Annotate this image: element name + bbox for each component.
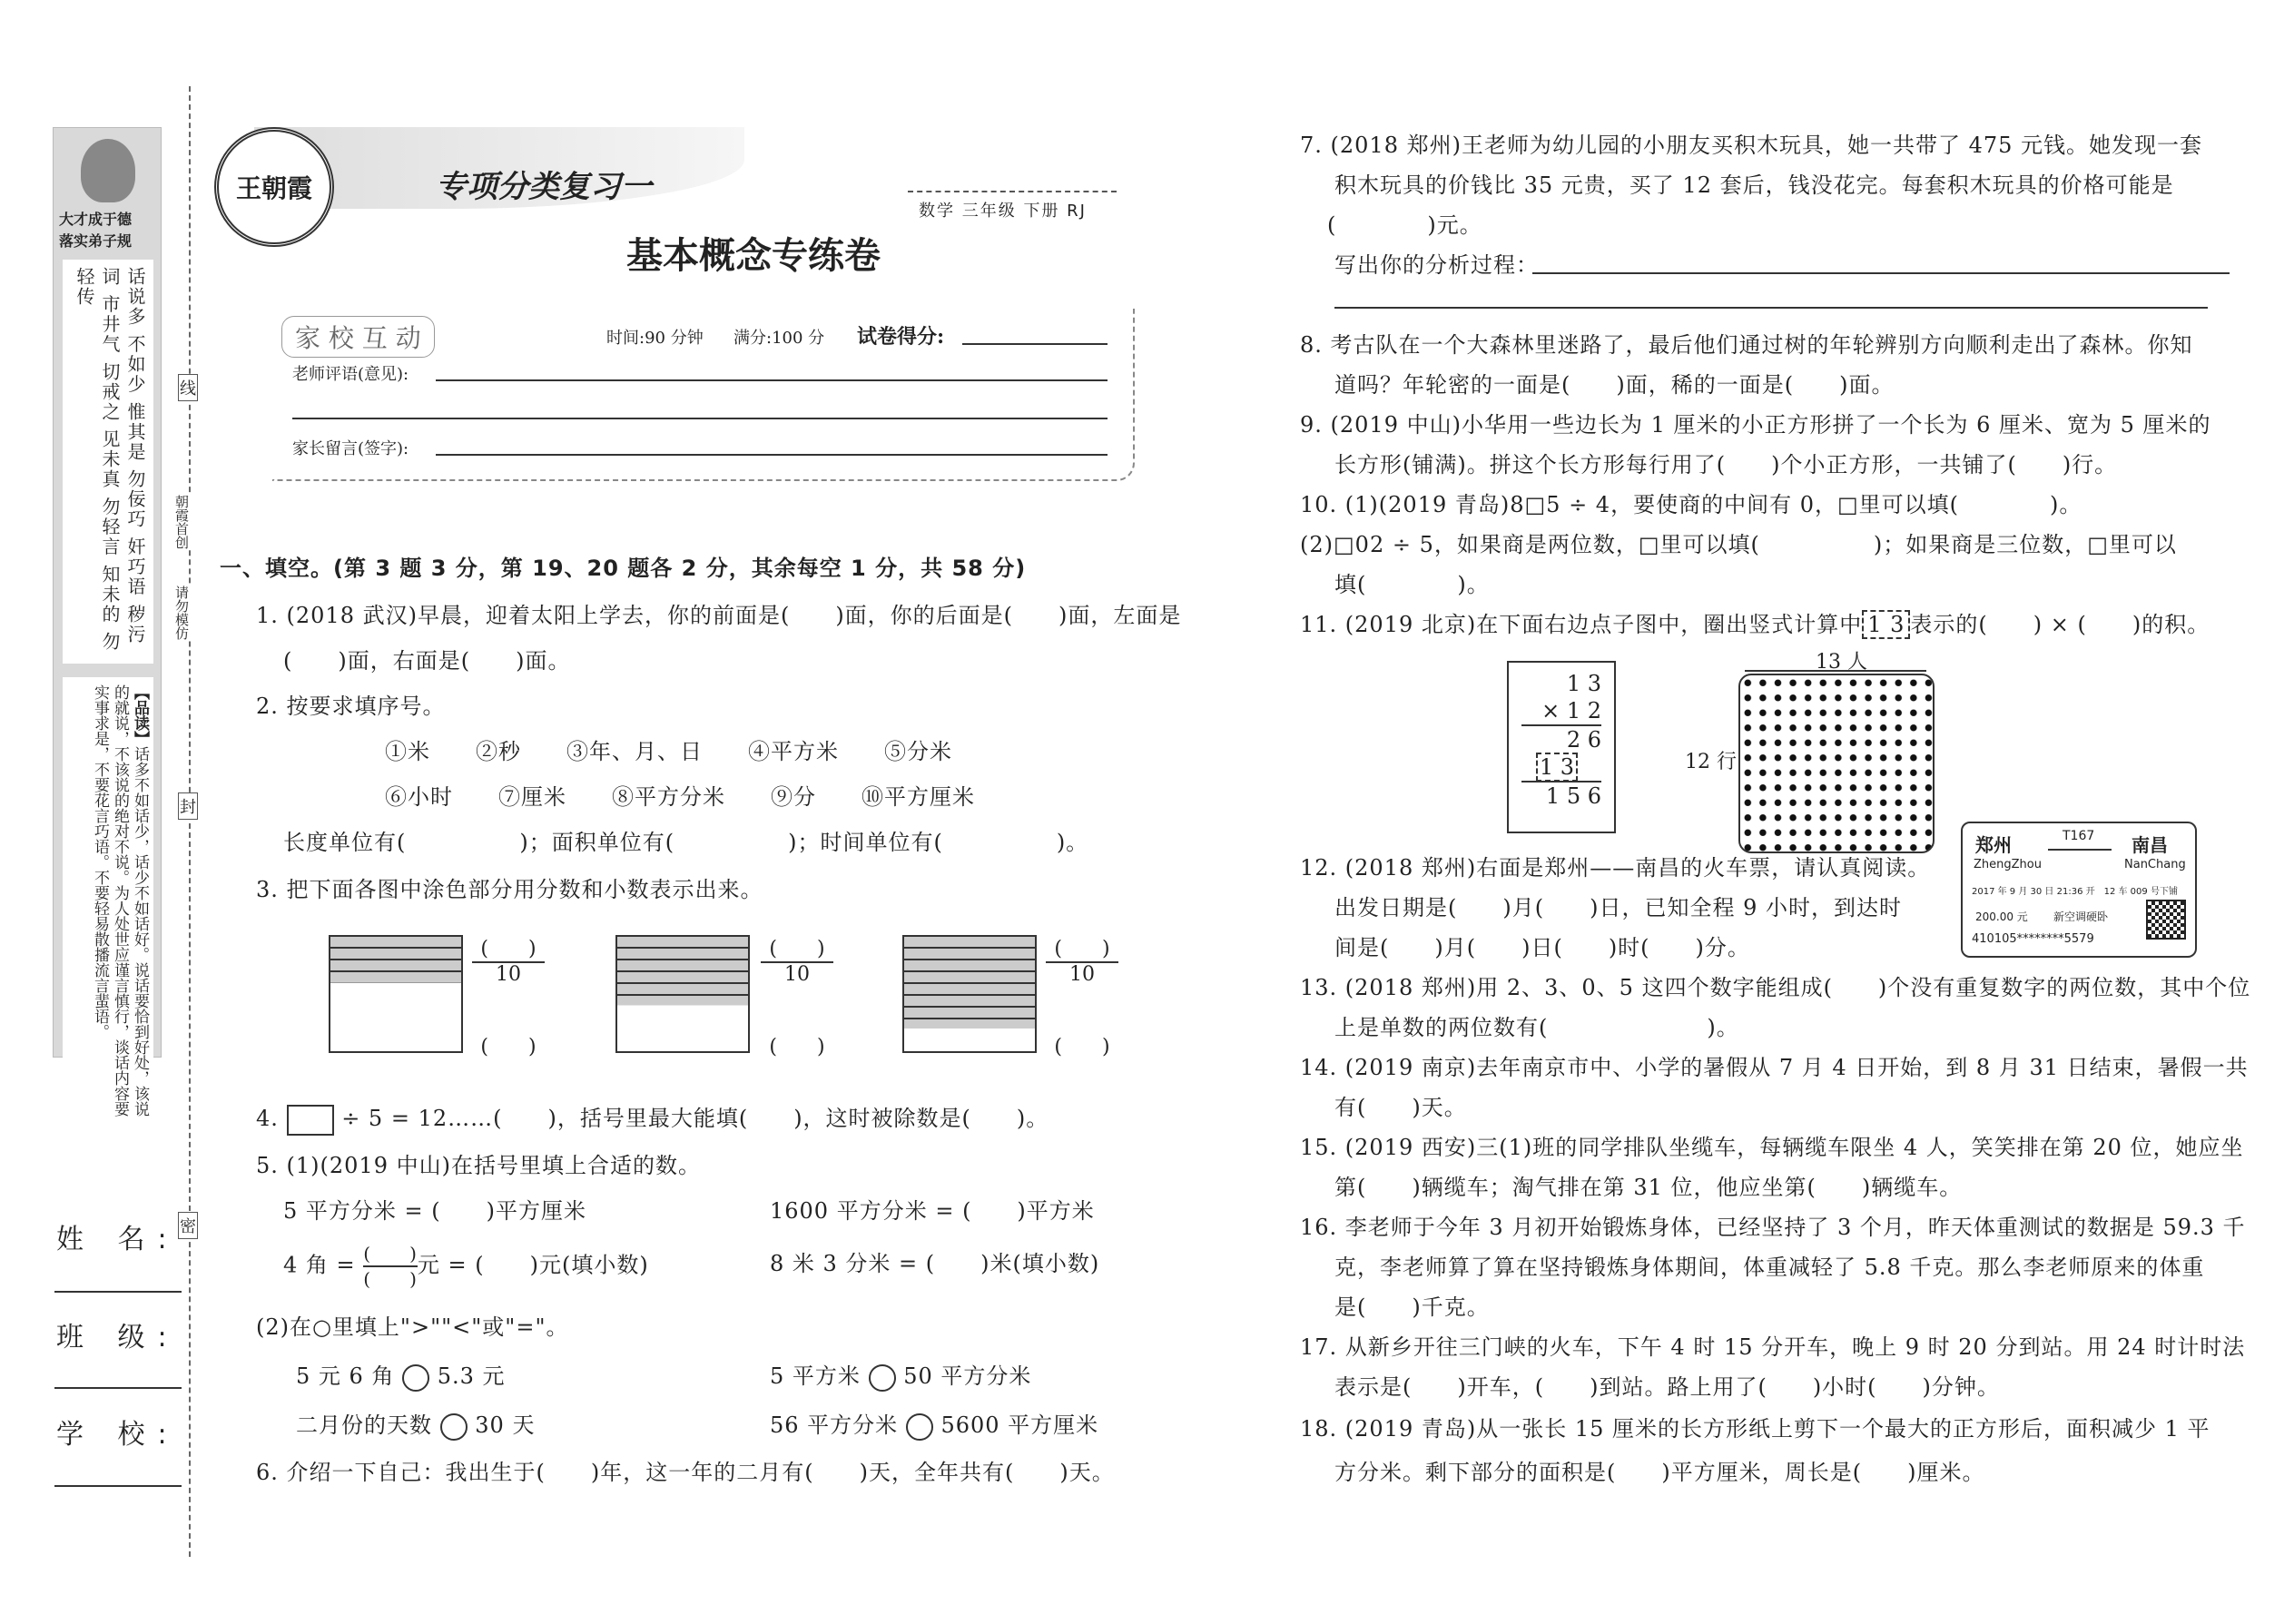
question-5-row-2-b: 8 米 3 分米 = ( )米(填小数) (770, 1251, 1100, 1276)
dot-grid[interactable] (1738, 674, 1935, 853)
ticket-from: 郑州 (1975, 834, 2012, 856)
jiao-label: 4 角 = (283, 1252, 364, 1278)
fraction-2-denominator: 10 (784, 963, 810, 986)
compare-4 (770, 1405, 1098, 1445)
school-field[interactable] (54, 1485, 182, 1487)
ticket-type: 新空调硬卧 (2053, 910, 2109, 923)
reading-body: 话多不如话少，话少不如话好。说话要恰到好处，该说的就说，不该说的绝对不说。为人处世应谨言慎行，谈话内容要实事求是，不要花言巧语。不要轻易散播流言蜚语。 (91, 684, 149, 1117)
qr-code-icon (2146, 900, 2186, 940)
compare-2-left: 5 平方米 (770, 1363, 861, 1389)
question-13-line-2: 上是单数的两位数有( )。 (1334, 1015, 1739, 1040)
decimal-1: ( ) (480, 1036, 537, 1058)
school-label: 学 校: (56, 1419, 180, 1451)
question-11 (1300, 605, 2210, 645)
question-16-line-2: 克，李老师算了算在坚持锻炼身体期间，体重减轻了 5.8 千克。那么李老师原来的体重 (1334, 1255, 2205, 1280)
ticket-to: 南昌 (2132, 834, 2168, 856)
question-2-answer: 长度单位有( )；面积单位有( )；时间单位有( )。 (283, 830, 1089, 855)
dot-grid-top-label: 13 人 (1816, 651, 1867, 674)
calc-row-2: × 1 2 (1521, 697, 1601, 726)
yuan-decimal: 元 = ( )元(填小数) (417, 1252, 649, 1278)
margin-mark-3: 请勿模仿 (173, 586, 190, 640)
compare-3 (296, 1405, 535, 1445)
paper-title: 基本概念专练卷 (626, 234, 881, 277)
reading-label: 【品读】 (131, 684, 149, 746)
shaded-figure-2 (615, 935, 750, 1053)
compare-4-right: 5600 平方厘米 (940, 1412, 1099, 1438)
section-heading: 一、填空。(第 3 题 3 分，第 19、20 题各 2 分，其余每空 1 分，共 58 分) (220, 556, 1027, 581)
question-2: 2. 按要求填序号。 (256, 694, 446, 719)
badge-top: 大才成于德 (59, 211, 133, 228)
margin-mark-2: 朝霞首创 (173, 495, 190, 549)
question-17-line-1: 17. 从新乡开往三门峡的火车，下午 4 时 15 分开车，晚上 9 时 20 分到站。用 24 时计时法 (1300, 1334, 2246, 1360)
motto-text: 话说多 不如少 惟其是 勿佞巧 奸巧语 秽污词 市井气 切戒之 见未真 勿轻言 知未的 勿轻传 (63, 260, 153, 664)
question-5-row-1-b: 1600 平方分米 = ( )平方米 (770, 1198, 1095, 1224)
decimal-3: ( ) (1054, 1036, 1110, 1058)
ticket-arrow-icon (2048, 849, 2112, 851)
question-12-line-2: 出发日期是( )月( )日，已知全程 9 小时，到达时 (1334, 895, 1902, 920)
question-17-line-2: 表示是( )开车，( )到站。路上用了( )小时( )分钟。 (1334, 1374, 2000, 1400)
compare-1-circle[interactable] (402, 1364, 429, 1392)
fraction-3-denominator: 10 (1069, 963, 1095, 986)
question-10-line-3: 填( )。 (1334, 572, 1490, 597)
dividend-box[interactable] (287, 1105, 334, 1136)
question-15-line-2: 第( )辆缆车；淘气排在第 31 位，他应坐第( )辆缆车。 (1334, 1175, 1963, 1200)
question-15-line-1: 15. (2019 西安)三(1)班的同学排队坐缆车，每辆缆车限坐 4 人，笑笑排在第 20 位，她应坐 (1300, 1135, 2244, 1160)
compare-3-right: 30 天 (475, 1412, 536, 1438)
cut-line (189, 86, 191, 1557)
score-label: 试卷得分: (857, 325, 945, 349)
fraction-1-denominator: 10 (496, 963, 521, 986)
question-12-line-3: 间是( )月( )日( )时( )分。 (1334, 935, 1750, 960)
question-4-number: 4. (256, 1106, 279, 1131)
ticket-id: 410105********5579 (1972, 932, 2094, 946)
fraction-3 (1046, 933, 1118, 986)
sidebar-panel (53, 127, 162, 1117)
question-5-part-2: (2)在○里填上">""<"或"="。 (256, 1314, 569, 1340)
question-16-line-1: 16. 李老师于今年 3 月初开始锻炼身体，已经坚持了 3 个月，昨天体重测试的数据是 59.3 千 (1300, 1215, 2246, 1240)
question-4-text: ÷ 5 = 12……( )，括号里最大能填( )，这时被除数是( )。 (341, 1106, 1049, 1131)
yuan-fraction-bottom: ( ) (363, 1268, 418, 1290)
question-5-row-2-a (283, 1242, 649, 1291)
question-12-line-1: 12. (2018 郑州)右面是郑州——南昌的火车票，请认真阅读。 (1300, 855, 1931, 881)
ticket-price: 200.00 元 (1975, 910, 2028, 923)
calc-row-1: 1 3 (1566, 671, 1601, 696)
yuan-fraction-top: ( ) (363, 1242, 418, 1267)
yuan-fraction (363, 1242, 418, 1291)
title-rule (908, 191, 1117, 192)
calc-row-3: 2 6 (1566, 727, 1601, 753)
margin-mark-5: 密 (178, 1212, 198, 1239)
compare-4-circle[interactable] (906, 1413, 933, 1441)
compare-1-right: 5.3 元 (437, 1363, 506, 1389)
question-6: 6. 介绍一下自己：我出生于( )年，这一年的二月有( )天，全年共有( )天。 (256, 1460, 1115, 1485)
time-label: 时间:90 分钟 (606, 329, 704, 348)
question-8-line-1: 8. 考古队在一个大森林里迷路了，最后他们通过树的年轮辨别方向顺利走出了森林。你知 (1300, 332, 2193, 358)
shaded-figure-3 (902, 935, 1037, 1053)
class-field[interactable] (54, 1387, 182, 1389)
shaded-figure-1 (329, 935, 463, 1053)
question-7-line-4: 写出你的分析过程： (1334, 252, 1539, 278)
ticket-train: T167 (2063, 829, 2095, 843)
dot-grid-brace (1745, 670, 1926, 672)
compare-2 (770, 1356, 1031, 1396)
compare-2-circle[interactable] (869, 1364, 896, 1392)
question-7-line-3: ( )元。 (1327, 212, 1482, 238)
margin-mark-4: 封 (178, 792, 198, 820)
question-3: 3. 把下面各图中涂色部分用分数和小数表示出来。 (256, 877, 763, 902)
question-9-line-2: 长方形(铺满)。拼这个长方形每行用了( )个小正方形，一共铺了( )行。 (1334, 452, 2118, 477)
compare-1 (296, 1356, 506, 1396)
question-10-line-2: (2)□02 ÷ 5，如果商是两位数，□里可以填( )；如果商是三位数，□里可以 (1300, 532, 2177, 557)
interaction-frame (272, 309, 1135, 481)
question-14-line-1: 14. (2019 南京)去年南京市中、小学的暑假从 7 月 4 日开始，到 8 月 31 日结束，暑假一共 (1300, 1055, 2249, 1080)
reading-text (63, 677, 153, 1131)
logo-badge (214, 127, 334, 247)
question-2-units-row-1: ①米 ②秒 ③年、月、日 ④平方米 ⑤分米 (385, 739, 952, 764)
fraction-3-numerator: ( ) (1046, 933, 1118, 963)
fraction-2 (761, 933, 833, 986)
home-school-label: 家 校 互 动 (281, 316, 435, 358)
subtitle: 专项分类复习一 (436, 169, 652, 205)
question-11-box: 1 3 (1862, 610, 1910, 639)
compare-4-left: 56 平方分米 (770, 1412, 899, 1438)
question-14-line-2: 有( )天。 (1334, 1095, 1467, 1120)
question-16-line-3: 是( )千克。 (1334, 1294, 1490, 1320)
question-13-line-1: 13. (2018 郑州)用 2、3、0、5 这四个数字能组成( )个没有重复数字的两位数，其中个位 (1300, 975, 2251, 1000)
question-4 (256, 1098, 1049, 1138)
question-18-line-1: 18. (2019 青岛)从一张长 15 厘米的长方形纸上剪下一个最大的正方形后，面积减少 1 平 (1300, 1416, 2210, 1442)
calc-row-4 (1521, 753, 1601, 781)
margin-mark-1: 线 (178, 374, 198, 401)
ticket-to-pinyin: NanChang (2124, 858, 2186, 871)
compare-1-left: 5 元 6 角 (296, 1363, 395, 1389)
question-9-line-1: 9. (2019 中山)小华用一些边长为 1 厘米的小正方形拼了一个长为 6 厘米、宽为 5 厘米的 (1300, 412, 2211, 438)
question-11-text: 11. (2019 北京)在下面右边点子图中，圈出竖式计算中 (1300, 612, 1863, 637)
question-10-line-1: 10. (1)(2019 青岛)8□5 ÷ 4，要使商的中间有 0，□里可以填( )。 (1300, 492, 2082, 517)
question-5-row-1-a: 5 平方分米 = ( )平方厘米 (283, 1198, 586, 1224)
fraction-1 (472, 933, 545, 986)
full-score-label: 满分:100 分 (733, 329, 825, 348)
question-11-tail: 表示的( ) × ( )的积。 (1910, 612, 2210, 637)
compare-3-circle[interactable] (440, 1413, 468, 1441)
name-label: 姓 名: (56, 1224, 180, 1255)
ticket-date: 2017 年 9 月 30 日 21:36 开 12 车 009 号下铺 (1972, 887, 2178, 897)
logo-text: 王朝霞 (235, 173, 312, 203)
question-8-line-2: 道吗？年轮密的一面是( )面，稀的一面是( )面。 (1334, 372, 1895, 398)
question-18-line-2: 方分米。剩下部分的面积是( )平方厘米，周长是( )厘米。 (1334, 1460, 1985, 1485)
parent-label: 家长留言(签字): (292, 439, 409, 458)
question-2-units-row-2: ⑥小时 ⑦厘米 ⑧平方分米 ⑨分 ⑩平方厘米 (385, 784, 975, 810)
analysis-field-2[interactable] (1334, 307, 2208, 309)
question-7-line-2: 积木玩具的价钱比 35 元贵，买了 12 套后，钱没花完。每套积木玩具的价格可能是 (1334, 172, 2174, 198)
fraction-2-numerator: ( ) (761, 933, 833, 963)
calc-row-4-box: 1 3 (1536, 753, 1578, 782)
question-1-line-1: 1. (2018 武汉)早晨，迎着太阳上学去，你的前面是( )面，你的后面是( )面，左面是 (256, 603, 1182, 628)
question-7-line-1: 7. (2018 郑州)王老师为幼儿园的小朋友买积木玩具，她一共带了 475 元钱。她发现一套 (1300, 133, 2203, 158)
badge-bottom: 落实弟子规 (59, 232, 133, 250)
train-ticket (1961, 822, 2197, 958)
analysis-field-1[interactable] (1532, 272, 2230, 274)
teacher-label: 老师评语(意见): (292, 365, 409, 384)
compare-3-left: 二月份的天数 (296, 1412, 432, 1438)
name-field[interactable] (54, 1291, 182, 1293)
calc-row-5: 1 5 6 (1521, 781, 1601, 810)
question-5-part-1: 5. (1)(2019 中山)在括号里填上合适的数。 (256, 1153, 701, 1178)
class-label: 班 级: (56, 1322, 180, 1353)
mascot-icon (81, 139, 135, 202)
compare-2-right: 50 平方分米 (903, 1363, 1032, 1389)
question-1-line-2: ( )面，右面是( )面。 (283, 648, 571, 674)
decimal-2: ( ) (769, 1036, 825, 1058)
grade-meta: 数学 三年级 下册 RJ (919, 202, 1087, 221)
vertical-calculation (1507, 661, 1616, 833)
fraction-1-numerator: ( ) (472, 933, 545, 963)
ticket-from-pinyin: ZhengZhou (1974, 858, 2042, 871)
dot-grid-left-label: 12 行 (1685, 751, 1737, 773)
